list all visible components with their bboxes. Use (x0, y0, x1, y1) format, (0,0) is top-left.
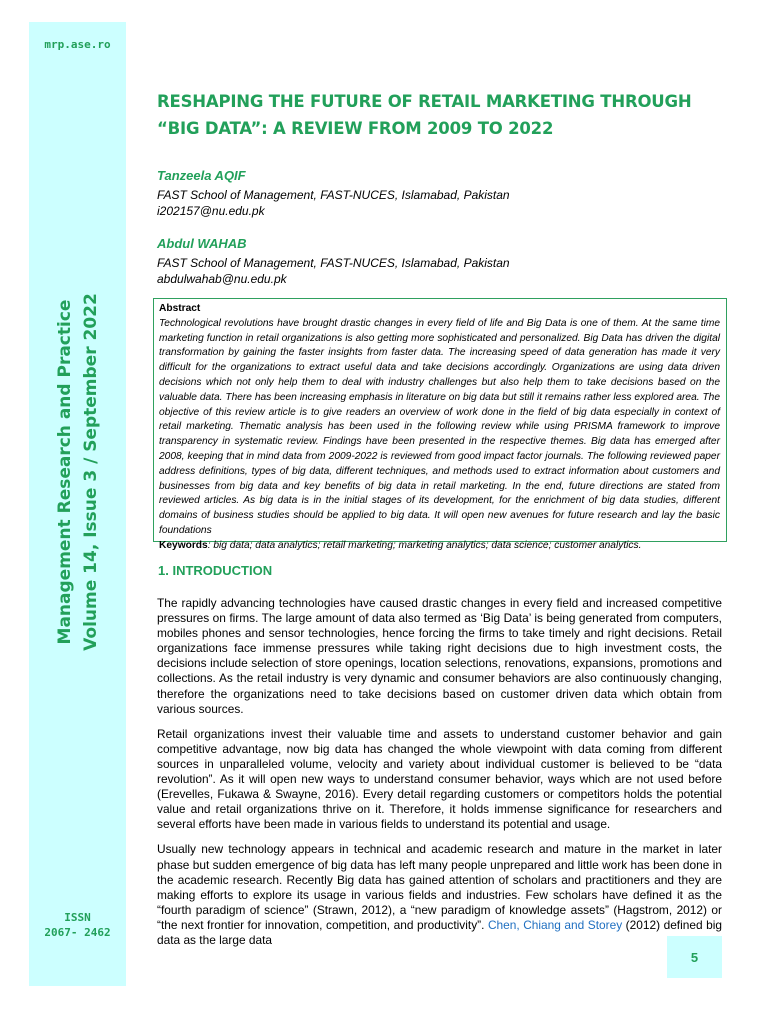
paper-title: RESHAPING THE FUTURE OF RETAIL MARKETING THROUGH “BIG DATA”: A REVIEW FROM 2009 TO 2022 (157, 92, 692, 138)
paragraph-text: (2012) defined big data as the large data (157, 917, 722, 947)
author-affiliation: FAST School of Management, FAST-NUCES, Islamabad, Pakistan (157, 188, 510, 202)
author-2 (157, 236, 510, 287)
author-affiliation: FAST School of Management, FAST-NUCES, Islamabad, Pakistan (157, 256, 510, 270)
journal-info-text (52, 293, 104, 651)
keywords-label: Keywords (159, 539, 208, 551)
journal-name: Management Research and Practice (54, 299, 75, 645)
journal-website[interactable]: mrp.ase.ro (44, 38, 111, 51)
author-email[interactable]: abdulwahab@nu.edu.pk (157, 272, 287, 286)
abstract-box (153, 298, 727, 551)
issn-number: 2067- 2462 (44, 926, 111, 939)
paragraph: The rapidly advancing technologies have caused drastic changes in every field and increased competitive pressures on firms. The large amount of data also termed as ‘Big Data’ is being generated from computers, mobiles phones and sensor technologies, hence forcing the firms to take timely and right decisions. Retail organizations face immense pressures while taking right decisions due to high investment costs, the decisions include selection of store openings, location selections, renovations, expansions, promotions and collections. As the retail industry is very dynamic and consumer behaviors are also continuously changing, therefore the organizations need to take decisions based on customer driven data which obtain from various sources. (157, 596, 722, 716)
issn-label: ISSN (64, 911, 91, 924)
citation-link[interactable]: Chen, Chiang and Storey (487, 917, 623, 932)
paragraph (157, 842, 722, 948)
abstract-heading: Abstract (159, 303, 201, 314)
journal-info-vertical (29, 202, 126, 742)
issn-block (29, 910, 126, 940)
keywords-list: : big data; data analytics; retail marketing; marketing analytics; data science; customer analytics. (207, 539, 642, 551)
body-text (157, 596, 722, 958)
paragraph-text: Usually new technology appears in technical and academic research and mature in the market in later phase but sudden emergence of big data has left many people unprepared and little work has been done in the academic research. Recently Big data has gained attention of scholars and practitioners and they are making efforts to explore its usage in various fields and industries. Few scholars have defined it as the “fourth paradigm of science” (Strawn, 2012), a “new paradigm of knowledge assets” (Hagstrom, 2012) or “the next frontier for innovation, competition, and productivity”. (157, 842, 722, 932)
section-heading-introduction: 1. INTRODUCTION (158, 563, 273, 578)
keywords-line (159, 539, 720, 554)
author-1 (157, 168, 510, 219)
journal-volume-issue: Volume 14, Issue 3 / September 2022 (80, 293, 101, 651)
author-name: Tanzeela AQIF (157, 168, 246, 183)
paragraph: Retail organizations invest their valuable time and assets to understand customer behavior and gain competitive advantage, now big data has changed the whole viewpoint with data coming from different sources in unparalleled volume, velocity and variety about individual customer is believed to be “data revolution”. As it will open new ways to understand consumer behavior, ways which are not used before (Erevelles, Fukawa & Swayne, 2016). Every detail regarding customers or competitors holds the potential value and retail organizations thrive on it. Therefore, it holds immense significance for researchers and several efforts have been made in various fields to understand its potential and usage. (157, 726, 722, 832)
abstract-text: Technological revolutions have brought drastic changes in every field of life and Big Data is one of them. At the same time marketing function in retail organizations is also getting more sophisticated and personalized. Big Data has driven the digital transformation by gaining the faster insights from faster data. The increasing speed of data generation has made it very difficult for the organizations to extract useful data and take decisions accordingly. Organizations are using data driven decisions which not only help them to deal with industry challenges but also help them to take decisions based on the valuable data. There has been increasing emphasis in literature on big data but still it remains rather less explored area. The objective of this review article is to give readers an overview of work done in the field of big data especially in context of retail marketing. Thematic analysis has been used in the following review while using PRISMA framework to improve transparency in systematic review. Findings have been presented in the respective themes. Big data has emerged after 2008, keeping that in mind data from 2009-2022 is reviewed from good impact factor journals. The following reviewed paper address definitions, types of big data, different techniques, and methods used to extract information about customers and businesses from big data and key benefits of big data in retail marketing. In the end, future directions are stated from reviewed articles. As big data is in the initial stages of its development, for the enrichment of big data studies, different domains of business studies should be applied to big data. It will open new avenues for future research and lay the basic foundations (159, 317, 720, 536)
author-name: Abdul WAHAB (157, 236, 247, 251)
journal-sidebar (29, 22, 126, 986)
author-email[interactable]: i202157@nu.edu.pk (157, 204, 265, 218)
page-number: 5 (667, 936, 722, 978)
